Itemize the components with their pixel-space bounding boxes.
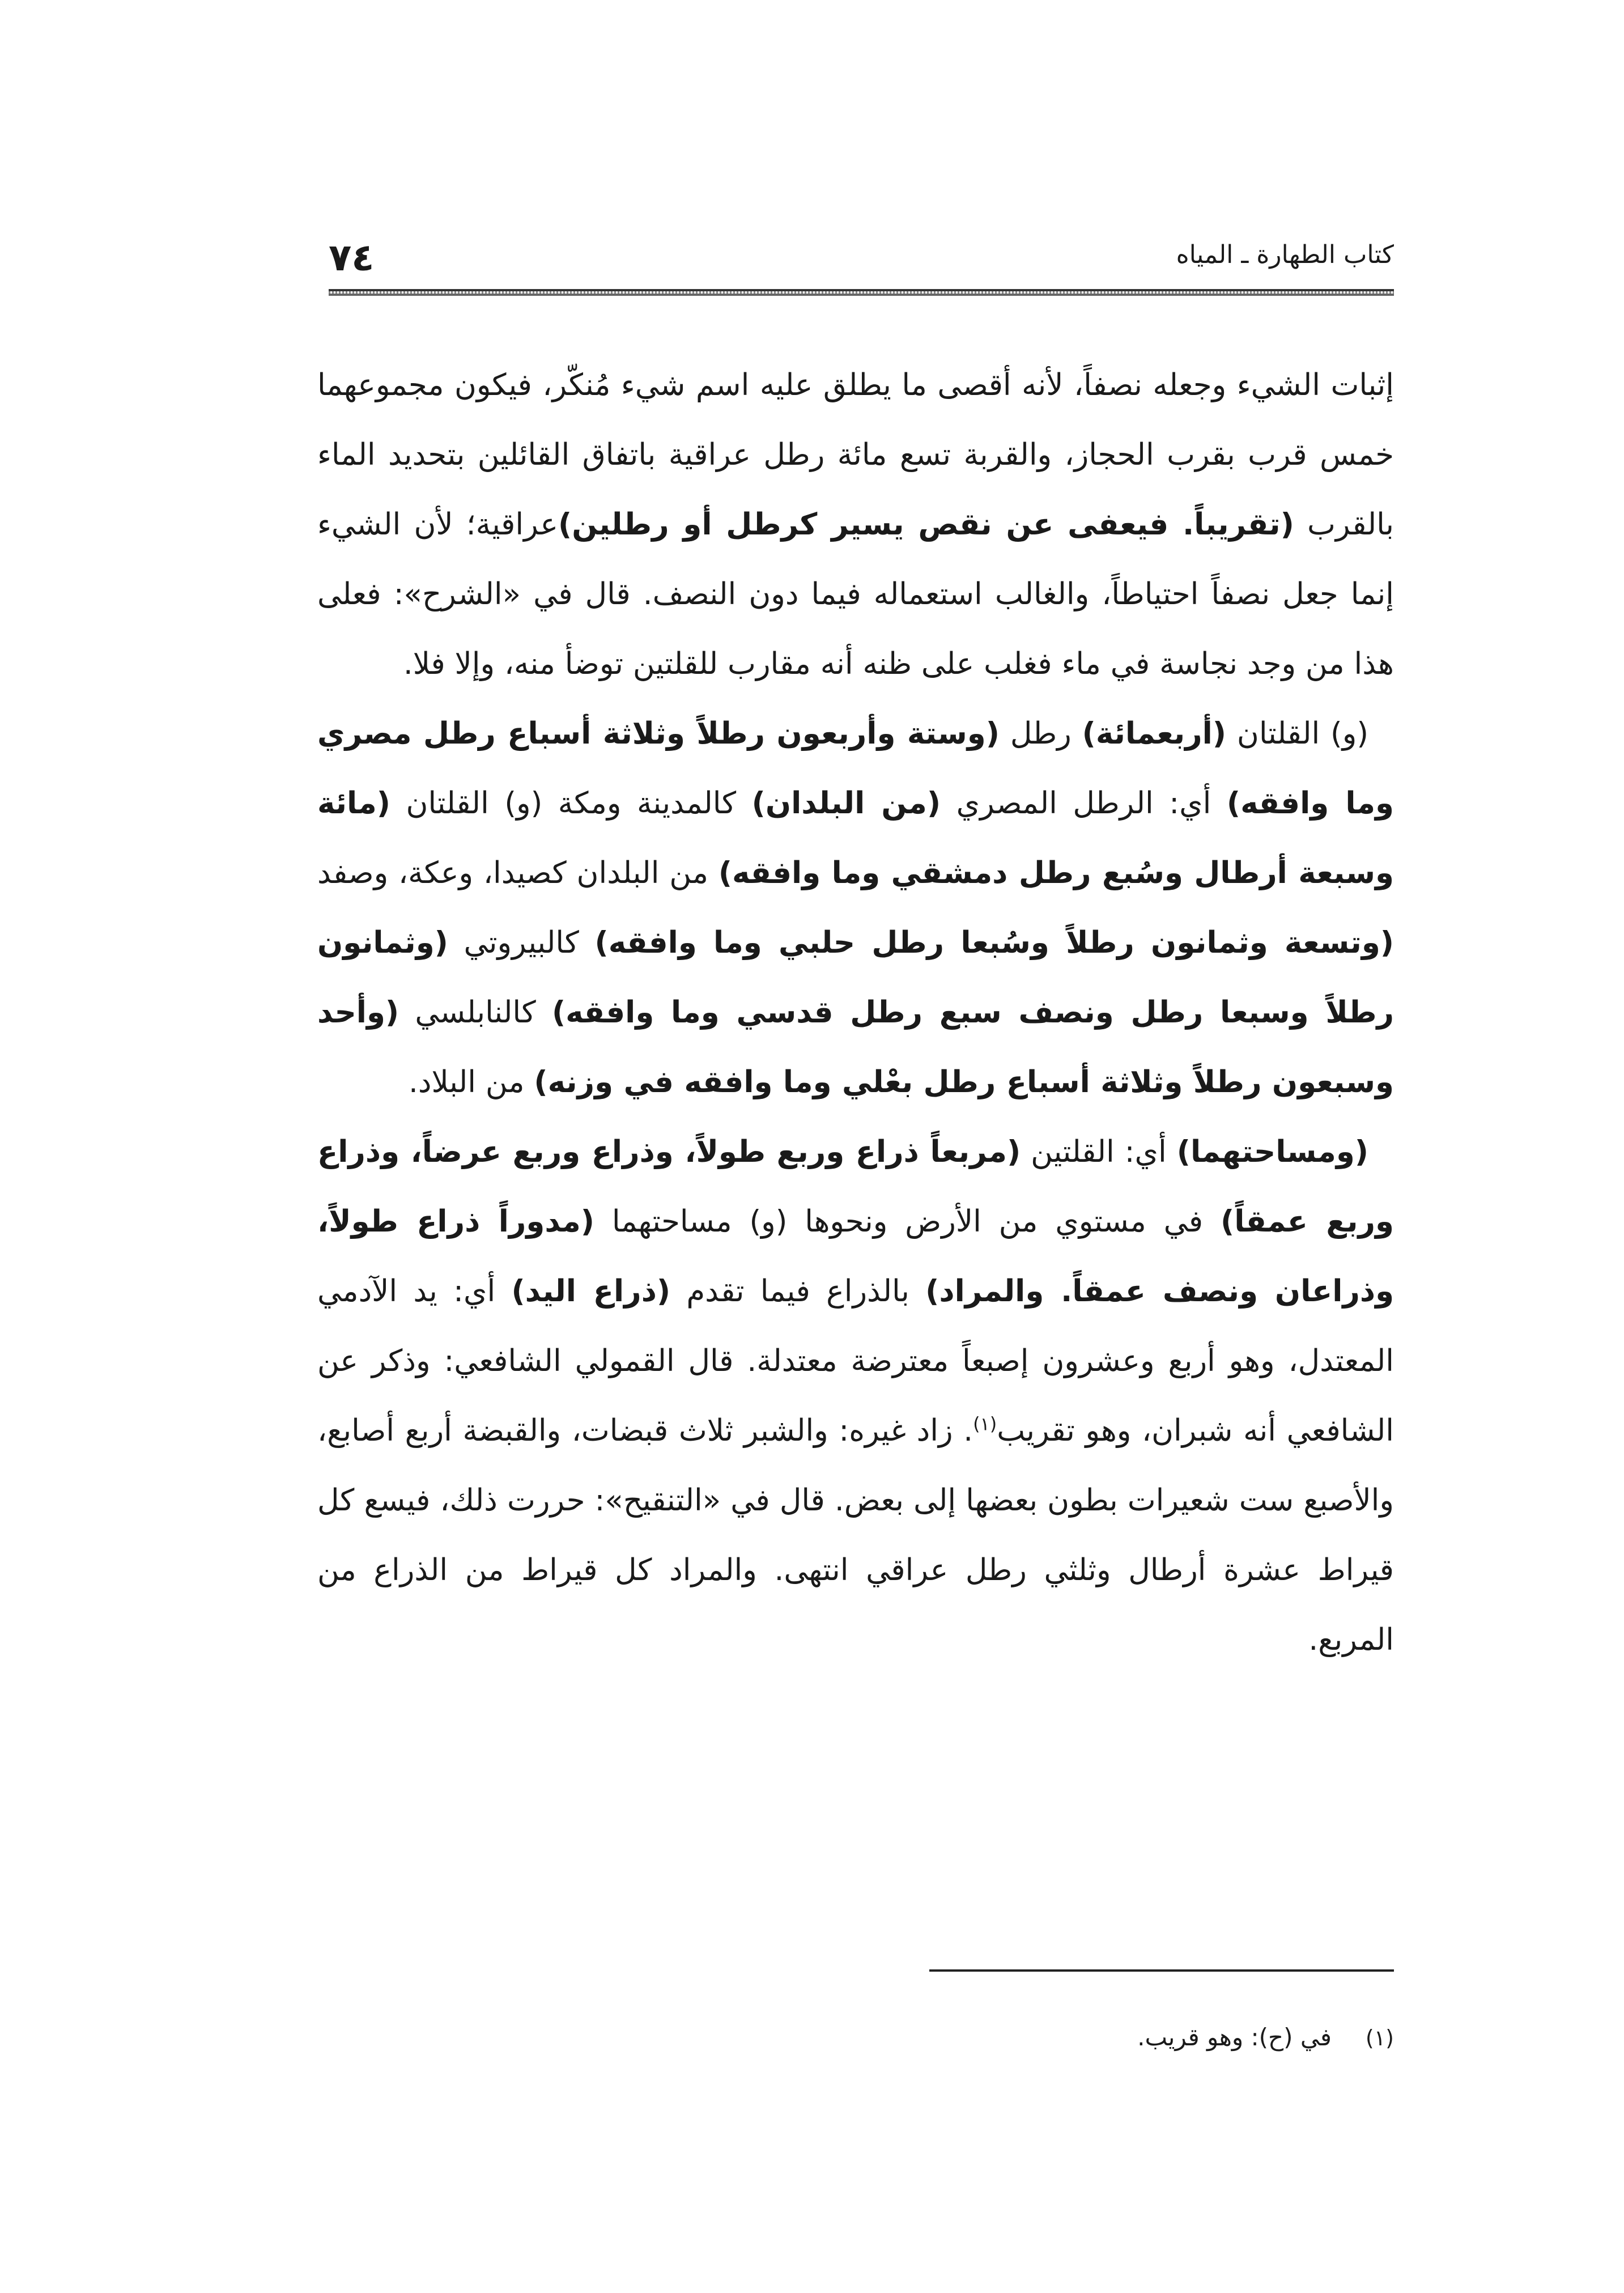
text-run: (و) القلتان [1226,716,1369,751]
text-run: أي: الرطل المصري [941,786,1227,821]
text-run: إثبات الشيء وجعله نصفاً، لأنه أقصى ما يطلق عليه اسم شيء مُنكّر، فيكون مجموعهما خمس قرب بقرب الحجاز، والقربة تسع مائة رطل عراقية باتفاق القائلين بتحديد الماء بالقرب [317,368,1394,542]
bold-run: (تقريباً. فيعفى عن نقص يسير كرطل أو رطلين) [558,507,1294,542]
footnote-ref: (١) [973,1413,997,1435]
text-run: . زاد غيره: والشبر ثلاث قبضات، والقبضة أربع أصابع، والأصبع ست شعيرات بطون بعضها إلى بعض. قال في «التنقيح»: حررت ذلك، فيسع كل قيراط عشرة أرطال وثلثي رطل عراقي انتهى. والمراد كل قيراط من الذراع من المربع. [317,1413,1394,1657]
main-text [317,350,1394,1675]
text-run: أي: يد الآدمي المعتدل، وهو أربع وعشرون إصبعاً معترضة معتدلة. قال القمولي الشافعي: وذكر عن الشافعي أنه شبران، وهو تقريب [317,1274,1394,1448]
text-run: رطل [999,716,1082,751]
footnote-text: في (ح): وهو قريب. [1137,2023,1332,2051]
bold-run: (وتسعة وثمانون رطلاً وسُبعا رطل حلبي وما وافقه) [594,925,1394,960]
text-run: في مستوي من الأرض ونحوها (و) مساحتهما [594,1204,1221,1239]
paragraph-1 [317,350,1394,699]
text-run: كالمدينة ومكة (و) القلتان [390,786,752,821]
text-run: عراقية؛ لأن الشيء إنما جعل نصفاً احتياطاً، والغالب استعماله فيما دون النصف. قال في «الشرح»: فعلى هذا من وجد نجاسة في ماء فغلب على ظنه أنه مقارب للقلتين توضأ منه، وإلا فلا. [317,507,1394,681]
footnote-number: (١) [1365,2026,1394,2050]
footnotes [317,2018,1394,2058]
running-header [329,232,1394,295]
page-number: ٧٤ [329,236,375,279]
paragraph-2 [317,699,1394,1117]
bold-run: (وستة وأربعون رطلاً وثلاثة أسباع رطل مصري وما وافقه) [317,716,1395,821]
text-run: من البلاد. [409,1065,534,1099]
footnote-1 [317,2018,1394,2058]
paragraph-3 [317,1117,1394,1675]
footnote-divider [929,1969,1394,1972]
header-divider [329,289,1394,296]
text-run: كالنابلسي [399,995,552,1030]
bold-run: (من البلدان) [751,786,941,821]
bold-run: (مائة وسبعة أرطال وسُبع رطل دمشقي وما وافقه) [317,786,1394,890]
bold-run: (ذراع اليد) [511,1274,671,1309]
bold-run: (أربعمائة) [1082,716,1227,751]
bold-run: (وأحد وسبعون رطلاً وثلاثة أسباع رطل بعْلي وما وافقه في وزنه) [317,995,1394,1099]
bold-run: (مدوراً ذراع طولاً، وذراعان ونصف عمقاً. والمراد) [317,1204,1395,1309]
text-run: أي: القلتين [1021,1135,1177,1169]
text-run: كالبيروتي [448,925,595,960]
chapter-title: كتاب الطهارة ـ المياه [1176,240,1394,269]
bold-run: (وثمانون رطلاً وسبعا رطل ونصف سبع رطل قدسي وما وافقه) [317,925,1395,1030]
bold-run: (مربعاً ذراع وربع طولاً، وذراع وربع عرضاً، وذراع وربع عمقاً) [317,1135,1394,1239]
bold-run: (ومساحتهما) [1176,1135,1369,1169]
text-run: من البلدان كصيدا، وعكة، وصفد [317,856,719,890]
text-run: بالذراع فيما تقدم [670,1274,926,1309]
